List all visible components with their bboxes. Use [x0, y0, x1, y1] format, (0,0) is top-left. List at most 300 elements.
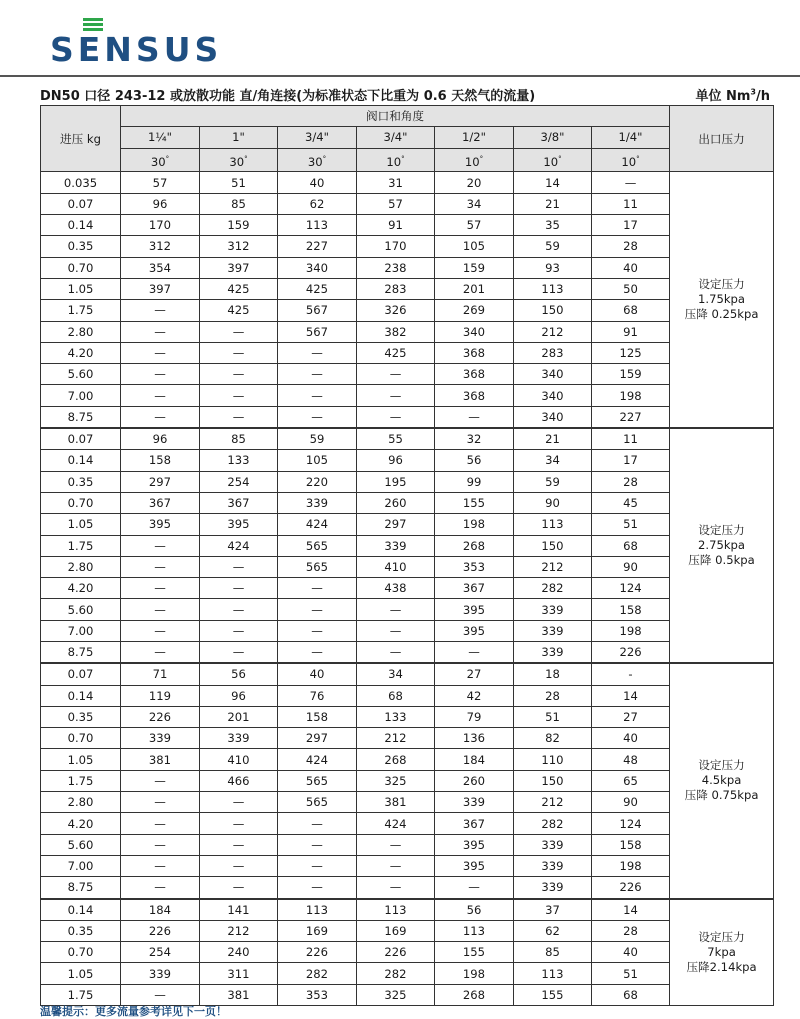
- table-row: [41, 877, 774, 899]
- flow-value-cell: 425: [200, 300, 278, 321]
- flow-value-cell: 90: [514, 492, 592, 513]
- flow-value-cell: 212: [514, 792, 592, 813]
- inlet-pressure-cell: 2.80: [41, 792, 121, 813]
- inlet-pressure-cell: 0.70: [41, 257, 121, 278]
- flow-value-cell: 567: [278, 321, 357, 342]
- header-row-group: [41, 106, 774, 127]
- flow-value-cell: 124: [592, 813, 670, 834]
- flow-value-cell: 425: [278, 278, 357, 299]
- table-row: [41, 535, 774, 556]
- flow-value-cell: —: [121, 385, 200, 406]
- flow-value-cell: 27: [435, 663, 514, 685]
- inlet-pressure-cell: 0.07: [41, 193, 121, 214]
- flow-value-cell: —: [435, 641, 514, 663]
- flow-value-cell: 381: [200, 984, 278, 1005]
- flow-value-cell: 425: [200, 278, 278, 299]
- flow-value-cell: 28: [592, 920, 670, 941]
- flow-value-cell: 282: [514, 813, 592, 834]
- flow-value-cell: 32: [435, 428, 514, 450]
- table-title: DN50 口径 243-12 或放散功能 直/角连接(为标准状态下比重为 0.6 天然气的流量): [40, 89, 536, 104]
- flow-value-cell: —: [121, 984, 200, 1005]
- inlet-pressure-cell: 0.35: [41, 236, 121, 257]
- flow-value-cell: —: [278, 834, 357, 855]
- flow-value-cell: 150: [514, 300, 592, 321]
- flow-value-cell: —: [121, 406, 200, 428]
- flow-value-cell: 282: [278, 963, 357, 984]
- table-title-row: [40, 85, 770, 105]
- header-angle: 30°: [121, 148, 200, 172]
- flow-value-cell: —: [121, 578, 200, 599]
- flow-value-cell: 21: [514, 193, 592, 214]
- flow-value-cell: —: [200, 641, 278, 663]
- degree-mark: °: [322, 154, 327, 163]
- flow-value-cell: 155: [435, 492, 514, 513]
- flow-value-cell: 325: [357, 770, 435, 791]
- flow-value-cell: 297: [357, 514, 435, 535]
- header-size: 3/4": [278, 127, 357, 148]
- flow-value-cell: 68: [592, 535, 670, 556]
- flow-value-cell: 312: [121, 236, 200, 257]
- flow-value-cell: —: [278, 342, 357, 363]
- table-row: [41, 620, 774, 641]
- flow-value-cell: 339: [278, 492, 357, 513]
- flow-value-cell: 268: [435, 984, 514, 1005]
- flow-value-cell: 158: [592, 599, 670, 620]
- flow-value-cell: 21: [514, 428, 592, 450]
- flow-value-cell: 40: [592, 257, 670, 278]
- table-row: [41, 342, 774, 363]
- flow-value-cell: —: [357, 855, 435, 876]
- header-size: 1¼": [121, 127, 200, 148]
- flow-value-cell: 40: [592, 728, 670, 749]
- flow-value-cell: 79: [435, 706, 514, 727]
- flow-value-cell: 201: [200, 706, 278, 727]
- footnote: 温馨提示：更多流量参考详见下一页！: [40, 1005, 227, 1018]
- flow-value-cell: —: [357, 834, 435, 855]
- table-row: [41, 215, 774, 236]
- inlet-pressure-cell: 0.35: [41, 471, 121, 492]
- flow-value-cell: 159: [435, 257, 514, 278]
- flow-value-cell: 381: [121, 749, 200, 770]
- flow-value-cell: 198: [435, 514, 514, 535]
- flow-value-cell: 48: [592, 749, 670, 770]
- outlet-pressure-note: 设定压力 1.75kpa 压降 0.25kpa: [670, 172, 774, 428]
- flow-value-cell: 339: [514, 834, 592, 855]
- flow-value-cell: 85: [200, 193, 278, 214]
- flow-value-cell: —: [592, 172, 670, 193]
- flow-value-cell: —: [200, 813, 278, 834]
- flow-value-cell: 14: [592, 685, 670, 706]
- flow-value-cell: 311: [200, 963, 278, 984]
- flow-value-cell: 96: [121, 428, 200, 450]
- inlet-pressure-cell: 0.70: [41, 728, 121, 749]
- flow-value-cell: 312: [200, 236, 278, 257]
- flow-value-cell: 565: [278, 792, 357, 813]
- flow-value-cell: 34: [435, 193, 514, 214]
- inlet-pressure-cell: 0.35: [41, 706, 121, 727]
- inlet-pressure-cell: 8.75: [41, 406, 121, 428]
- flow-value-cell: 198: [592, 855, 670, 876]
- flow-value-cell: 368: [435, 364, 514, 385]
- flow-value-cell: 99: [435, 471, 514, 492]
- header-angle: 10°: [514, 148, 592, 172]
- table-row: [41, 428, 774, 450]
- flow-value-cell: 34: [514, 450, 592, 471]
- table-row: [41, 321, 774, 342]
- flow-value-cell: —: [121, 620, 200, 641]
- outlet-pressure-note: 设定压力 2.75kpa 压降 0.5kpa: [670, 428, 774, 663]
- inlet-pressure-cell: 0.07: [41, 663, 121, 685]
- flow-value-cell: 339: [514, 641, 592, 663]
- flow-value-cell: 268: [357, 749, 435, 770]
- flow-value-cell: 297: [278, 728, 357, 749]
- flow-value-cell: 226: [121, 706, 200, 727]
- flow-value-cell: 42: [435, 685, 514, 706]
- flow-value-cell: 395: [435, 620, 514, 641]
- inlet-pressure-cell: 1.05: [41, 749, 121, 770]
- flow-value-cell: 57: [121, 172, 200, 193]
- flow-value-cell: 113: [357, 899, 435, 921]
- flow-value-cell: 226: [121, 920, 200, 941]
- flow-value-cell: 395: [435, 855, 514, 876]
- table-row: [41, 855, 774, 876]
- flow-value-cell: —: [200, 855, 278, 876]
- flow-value-cell: 368: [435, 342, 514, 363]
- table-body: [41, 172, 774, 1006]
- table-row: [41, 236, 774, 257]
- flow-value-cell: 466: [200, 770, 278, 791]
- inlet-pressure-cell: 0.14: [41, 215, 121, 236]
- table-row: [41, 899, 774, 921]
- flow-value-cell: 28: [592, 236, 670, 257]
- flow-value-cell: 158: [592, 834, 670, 855]
- flow-value-cell: 18: [514, 663, 592, 685]
- flow-value-cell: —: [121, 855, 200, 876]
- inlet-pressure-cell: 0.70: [41, 492, 121, 513]
- inlet-pressure-cell: 5.60: [41, 364, 121, 385]
- flow-value-cell: 90: [592, 792, 670, 813]
- flow-value-cell: 397: [121, 278, 200, 299]
- inlet-pressure-cell: 0.35: [41, 920, 121, 941]
- table-row: [41, 813, 774, 834]
- flow-value-cell: 339: [514, 599, 592, 620]
- flow-value-cell: 282: [357, 963, 435, 984]
- flow-value-cell: 195: [357, 471, 435, 492]
- flow-value-cell: 367: [435, 578, 514, 599]
- flow-value-cell: 31: [357, 172, 435, 193]
- degree-mark: °: [479, 154, 484, 163]
- flow-value-cell: 110: [514, 749, 592, 770]
- flow-value-cell: 283: [357, 278, 435, 299]
- flow-value-cell: 59: [278, 428, 357, 450]
- flow-value-cell: 155: [435, 942, 514, 963]
- table-row: [41, 920, 774, 941]
- flow-value-cell: 395: [200, 514, 278, 535]
- flow-value-cell: -: [592, 663, 670, 685]
- flow-value-cell: 20: [435, 172, 514, 193]
- flow-value-cell: —: [121, 641, 200, 663]
- flow-value-cell: —: [278, 813, 357, 834]
- flow-value-cell: —: [121, 300, 200, 321]
- flow-value-cell: 339: [121, 963, 200, 984]
- inlet-pressure-cell: 0.14: [41, 450, 121, 471]
- flow-value-cell: 410: [357, 556, 435, 577]
- inlet-pressure-cell: 0.14: [41, 685, 121, 706]
- flow-value-cell: 93: [514, 257, 592, 278]
- unit-label: 单位 Nm$^3$/h: [695, 87, 770, 104]
- table-row: [41, 406, 774, 428]
- flow-value-cell: —: [278, 599, 357, 620]
- flow-value-cell: —: [121, 813, 200, 834]
- flow-value-cell: 397: [200, 257, 278, 278]
- inlet-pressure-cell: 1.75: [41, 300, 121, 321]
- flow-value-cell: 170: [121, 215, 200, 236]
- flow-value-cell: —: [435, 877, 514, 899]
- inlet-pressure-cell: 0.70: [41, 942, 121, 963]
- inlet-pressure-cell: 5.60: [41, 834, 121, 855]
- flow-value-cell: 283: [514, 342, 592, 363]
- table-row: [41, 792, 774, 813]
- flow-value-cell: —: [121, 834, 200, 855]
- flow-value-cell: 158: [278, 706, 357, 727]
- flow-value-cell: 367: [200, 492, 278, 513]
- table-row: [41, 728, 774, 749]
- flow-value-cell: 565: [278, 556, 357, 577]
- flow-value-cell: 340: [435, 321, 514, 342]
- table-row: [41, 641, 774, 663]
- flow-value-cell: 65: [592, 770, 670, 791]
- flow-value-cell: 11: [592, 193, 670, 214]
- flow-value-cell: 212: [514, 321, 592, 342]
- flow-value-cell: 268: [435, 535, 514, 556]
- flow-value-cell: —: [200, 834, 278, 855]
- flow-value-cell: 150: [514, 535, 592, 556]
- flow-value-cell: 254: [200, 471, 278, 492]
- flow-value-cell: 184: [121, 899, 200, 921]
- flow-value-cell: 353: [435, 556, 514, 577]
- logo-text: SENSUS: [50, 30, 223, 69]
- header-row-sizes: [41, 127, 774, 148]
- flow-value-cell: —: [200, 620, 278, 641]
- header-size: 1/2": [435, 127, 514, 148]
- flow-value-cell: 201: [435, 278, 514, 299]
- flow-value-cell: —: [200, 321, 278, 342]
- flow-value-cell: 113: [435, 920, 514, 941]
- header-angle: 10°: [435, 148, 514, 172]
- flow-value-cell: 14: [592, 899, 670, 921]
- inlet-pressure-cell: 0.07: [41, 428, 121, 450]
- flow-value-cell: 62: [278, 193, 357, 214]
- flow-value-cell: 169: [357, 920, 435, 941]
- flow-value-cell: —: [121, 599, 200, 620]
- flow-value-cell: 425: [357, 342, 435, 363]
- flow-value-cell: 198: [592, 385, 670, 406]
- flow-value-cell: —: [121, 535, 200, 556]
- inlet-pressure-cell: 1.05: [41, 963, 121, 984]
- header-size: 3/4": [357, 127, 435, 148]
- flow-value-cell: 17: [592, 450, 670, 471]
- flow-value-cell: 381: [357, 792, 435, 813]
- header-size: 1/4": [592, 127, 670, 148]
- flow-value-cell: —: [200, 599, 278, 620]
- inlet-pressure-cell: 8.75: [41, 877, 121, 899]
- flow-value-cell: —: [278, 385, 357, 406]
- flow-value-cell: 68: [357, 685, 435, 706]
- flow-value-cell: —: [121, 877, 200, 899]
- flow-value-cell: 40: [592, 942, 670, 963]
- header-row-angles: [41, 148, 774, 172]
- flow-value-cell: 133: [357, 706, 435, 727]
- flow-value-cell: 339: [200, 728, 278, 749]
- flow-value-cell: 85: [200, 428, 278, 450]
- flow-value-cell: 325: [357, 984, 435, 1005]
- header-size: 1": [200, 127, 278, 148]
- flow-value-cell: —: [278, 855, 357, 876]
- table-row: [41, 450, 774, 471]
- table-row: [41, 578, 774, 599]
- flow-value-cell: 260: [357, 492, 435, 513]
- flow-value-cell: 424: [200, 535, 278, 556]
- flow-value-cell: 254: [121, 942, 200, 963]
- table-row: [41, 471, 774, 492]
- flow-value-cell: 282: [514, 578, 592, 599]
- flow-value-cell: 40: [278, 172, 357, 193]
- table-row: [41, 663, 774, 685]
- table-row: [41, 556, 774, 577]
- table-row: [41, 685, 774, 706]
- flow-value-cell: 124: [592, 578, 670, 599]
- flow-value-cell: 297: [121, 471, 200, 492]
- flow-value-cell: 71: [121, 663, 200, 685]
- table-row: [41, 706, 774, 727]
- flow-value-cell: 56: [435, 450, 514, 471]
- flow-value-cell: 51: [592, 514, 670, 535]
- flow-value-cell: 395: [435, 599, 514, 620]
- table-row: [41, 172, 774, 193]
- flow-value-cell: 565: [278, 770, 357, 791]
- flow-value-cell: —: [200, 406, 278, 428]
- flow-value-cell: 565: [278, 535, 357, 556]
- flow-value-cell: 45: [592, 492, 670, 513]
- flow-value-cell: —: [200, 342, 278, 363]
- flow-value-cell: —: [121, 342, 200, 363]
- flow-value-cell: 220: [278, 471, 357, 492]
- table-row: [41, 770, 774, 791]
- flow-value-cell: 340: [514, 364, 592, 385]
- flow-value-cell: —: [278, 641, 357, 663]
- degree-mark: °: [165, 154, 170, 163]
- table-row: [41, 193, 774, 214]
- flow-value-cell: 136: [435, 728, 514, 749]
- table-row: [41, 300, 774, 321]
- flow-value-cell: —: [357, 385, 435, 406]
- flow-value-cell: 62: [514, 920, 592, 941]
- flow-value-cell: 198: [592, 620, 670, 641]
- flow-value-cell: 340: [278, 257, 357, 278]
- flow-value-cell: 141: [200, 899, 278, 921]
- flow-value-cell: 340: [514, 385, 592, 406]
- flow-value-cell: —: [200, 364, 278, 385]
- flow-value-cell: 125: [592, 342, 670, 363]
- inlet-pressure-cell: 1.75: [41, 984, 121, 1005]
- degree-mark: °: [244, 154, 248, 163]
- flow-value-cell: 226: [592, 641, 670, 663]
- inlet-pressure-cell: 7.00: [41, 620, 121, 641]
- flow-value-cell: 339: [121, 728, 200, 749]
- flow-value-cell: 212: [514, 556, 592, 577]
- flow-value-cell: 96: [357, 450, 435, 471]
- flow-value-cell: 198: [435, 963, 514, 984]
- flow-value-cell: 184: [435, 749, 514, 770]
- outlet-pressure-note: 设定压力 7kpa 压降2.14kpa: [670, 899, 774, 1006]
- flow-value-cell: 226: [278, 942, 357, 963]
- flow-value-cell: —: [121, 321, 200, 342]
- flow-value-cell: 133: [200, 450, 278, 471]
- flow-value-cell: 57: [357, 193, 435, 214]
- flow-value-cell: 17: [592, 215, 670, 236]
- flow-value-cell: 85: [514, 942, 592, 963]
- flow-value-cell: 169: [278, 920, 357, 941]
- flow-value-cell: 155: [514, 984, 592, 1005]
- flow-value-cell: 227: [592, 406, 670, 428]
- flow-value-cell: 105: [435, 236, 514, 257]
- flow-value-cell: —: [357, 877, 435, 899]
- flow-value-cell: 260: [435, 770, 514, 791]
- flow-value-cell: —: [435, 406, 514, 428]
- flow-value-cell: 51: [592, 963, 670, 984]
- flow-value-cell: 438: [357, 578, 435, 599]
- flow-value-cell: 424: [357, 813, 435, 834]
- flow-value-cell: 339: [435, 792, 514, 813]
- flow-value-cell: —: [121, 364, 200, 385]
- flow-value-cell: —: [121, 770, 200, 791]
- flow-value-cell: —: [200, 792, 278, 813]
- table-row: [41, 278, 774, 299]
- flow-value-cell: —: [200, 578, 278, 599]
- flow-value-cell: 51: [200, 172, 278, 193]
- header-angle: 30°: [200, 148, 278, 172]
- flow-value-cell: 170: [357, 236, 435, 257]
- table-row: [41, 385, 774, 406]
- table-header: [41, 106, 774, 172]
- table-row: [41, 599, 774, 620]
- flow-value-cell: 269: [435, 300, 514, 321]
- flow-value-cell: 40: [278, 663, 357, 685]
- flow-value-cell: 339: [357, 535, 435, 556]
- flow-value-cell: 14: [514, 172, 592, 193]
- flow-value-cell: 28: [514, 685, 592, 706]
- inlet-pressure-cell: 8.75: [41, 641, 121, 663]
- flow-value-cell: 159: [200, 215, 278, 236]
- table-row: [41, 257, 774, 278]
- flow-value-cell: 35: [514, 215, 592, 236]
- inlet-pressure-cell: 2.80: [41, 556, 121, 577]
- header-divider: [0, 75, 800, 77]
- flow-value-cell: 113: [278, 215, 357, 236]
- header-size: 3/8": [514, 127, 592, 148]
- flow-value-cell: 119: [121, 685, 200, 706]
- flow-value-cell: 395: [435, 834, 514, 855]
- flow-value-cell: —: [200, 385, 278, 406]
- flow-value-cell: 238: [357, 257, 435, 278]
- table-row: [41, 942, 774, 963]
- flow-value-cell: —: [278, 578, 357, 599]
- flow-value-cell: 50: [592, 278, 670, 299]
- flow-value-cell: 212: [357, 728, 435, 749]
- inlet-pressure-cell: 5.60: [41, 599, 121, 620]
- flow-value-cell: 395: [121, 514, 200, 535]
- flow-value-cell: 113: [514, 963, 592, 984]
